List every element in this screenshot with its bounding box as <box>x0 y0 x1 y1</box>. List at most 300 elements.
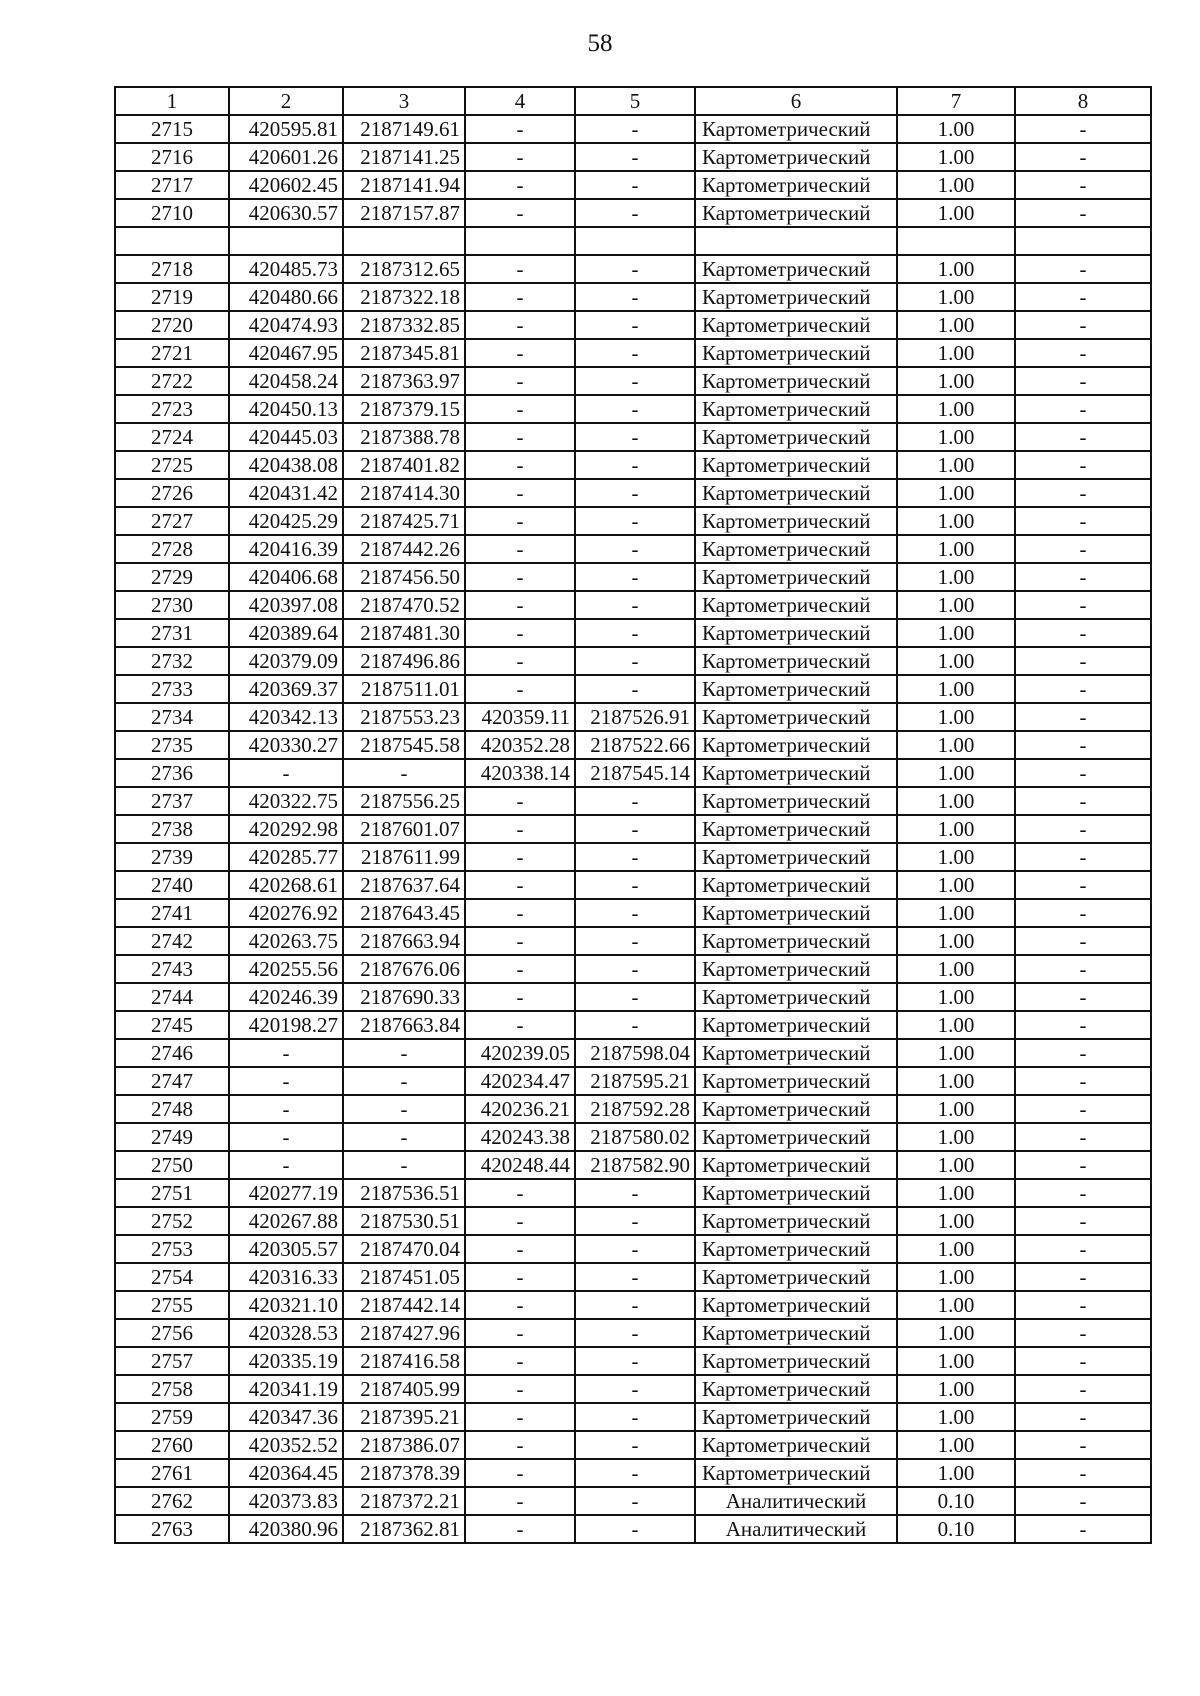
table-cell: 2756 <box>115 1319 229 1347</box>
table-cell: Картометрический <box>695 311 897 339</box>
table-cell: 420364.45 <box>229 1459 343 1487</box>
table-cell: - <box>575 647 695 675</box>
table-cell: - <box>1015 759 1151 787</box>
table-cell: - <box>1015 1095 1151 1123</box>
table-cell: 1.00 <box>897 899 1015 927</box>
table-cell: Аналитический <box>695 1515 897 1543</box>
table-row <box>115 955 1151 983</box>
table-cell: - <box>575 199 695 227</box>
table-cell: - <box>1015 619 1151 647</box>
table-cell: 2748 <box>115 1095 229 1123</box>
table-cell: 1.00 <box>897 535 1015 563</box>
table-cell: - <box>1015 1487 1151 1515</box>
table-cell: 2187405.99 <box>343 1375 465 1403</box>
table-cell: 2187386.07 <box>343 1431 465 1459</box>
table-row <box>115 1291 1151 1319</box>
table-cell: 420292.98 <box>229 815 343 843</box>
table-cell: 1.00 <box>897 395 1015 423</box>
table-cell <box>897 227 1015 255</box>
table-cell: 2739 <box>115 843 229 871</box>
table-cell: 2737 <box>115 787 229 815</box>
table-cell: 2187643.45 <box>343 899 465 927</box>
table-row <box>115 367 1151 395</box>
table-cell: 2187442.14 <box>343 1291 465 1319</box>
table-cell: 2187536.51 <box>343 1179 465 1207</box>
table-cell: - <box>575 787 695 815</box>
table-cell: - <box>465 871 575 899</box>
table-header-row <box>115 87 1151 115</box>
table-cell: 2738 <box>115 815 229 843</box>
table-cell: - <box>1015 1263 1151 1291</box>
table-cell: - <box>465 143 575 171</box>
table-cell: - <box>465 1515 575 1543</box>
table-cell: 2719 <box>115 283 229 311</box>
table-cell: - <box>575 1263 695 1291</box>
table-cell: - <box>575 339 695 367</box>
table-cell: 1.00 <box>897 1151 1015 1179</box>
table-cell: Картометрический <box>695 143 897 171</box>
table-cell: 420341.19 <box>229 1375 343 1403</box>
table-cell: - <box>1015 451 1151 479</box>
table-cell: - <box>575 983 695 1011</box>
table-cell: - <box>465 507 575 535</box>
table-cell: - <box>1015 871 1151 899</box>
table-cell: 420239.05 <box>465 1039 575 1067</box>
table-cell: 420255.56 <box>229 955 343 983</box>
table-cell: - <box>465 1319 575 1347</box>
table-cell: 1.00 <box>897 1459 1015 1487</box>
table-cell: Картометрический <box>695 647 897 675</box>
table-cell: - <box>1015 311 1151 339</box>
table-cell: - <box>465 115 575 143</box>
table-cell: 1.00 <box>897 843 1015 871</box>
table-row <box>115 1487 1151 1515</box>
table-cell: 2187416.58 <box>343 1347 465 1375</box>
table-cell: 420416.39 <box>229 535 343 563</box>
table-cell: Картометрический <box>695 843 897 871</box>
table-cell: - <box>575 1011 695 1039</box>
table-cell: - <box>465 563 575 591</box>
table-cell: 420328.53 <box>229 1319 343 1347</box>
table-cell: - <box>575 451 695 479</box>
table-cell: 2747 <box>115 1067 229 1095</box>
table-cell: 2187456.50 <box>343 563 465 591</box>
table-cell: 420330.27 <box>229 731 343 759</box>
table-cell: - <box>465 1207 575 1235</box>
table-cell: - <box>1015 563 1151 591</box>
table-cell: Аналитический <box>695 1487 897 1515</box>
table-cell: 2750 <box>115 1151 229 1179</box>
table-cell: - <box>343 1123 465 1151</box>
table-row <box>115 703 1151 731</box>
table-cell: 420601.26 <box>229 143 343 171</box>
table-cell: 2761 <box>115 1459 229 1487</box>
table-cell: 420450.13 <box>229 395 343 423</box>
table-cell: - <box>1015 1291 1151 1319</box>
table-cell: - <box>465 395 575 423</box>
table-cell: Картометрический <box>695 1319 897 1347</box>
table-cell: 420243.38 <box>465 1123 575 1151</box>
table-cell: 2187511.01 <box>343 675 465 703</box>
table-cell: - <box>575 1235 695 1263</box>
table-row <box>115 1375 1151 1403</box>
table-cell: - <box>465 647 575 675</box>
table-cell: - <box>1015 731 1151 759</box>
table-cell: 2725 <box>115 451 229 479</box>
table-cell: 1.00 <box>897 983 1015 1011</box>
table-cell: - <box>575 1431 695 1459</box>
table-cell: 2187378.39 <box>343 1459 465 1487</box>
table-cell: - <box>575 311 695 339</box>
table-cell: - <box>1015 1123 1151 1151</box>
table-cell: - <box>1015 1459 1151 1487</box>
table-cell: - <box>229 1039 343 1067</box>
table-cell: 2759 <box>115 1403 229 1431</box>
table-cell: 2732 <box>115 647 229 675</box>
table-cell: 2751 <box>115 1179 229 1207</box>
table-cell: - <box>1015 535 1151 563</box>
table-cell: - <box>343 1095 465 1123</box>
table-cell: 2187157.87 <box>343 199 465 227</box>
table-cell: 2742 <box>115 927 229 955</box>
table-cell: 420277.19 <box>229 1179 343 1207</box>
table-cell: 1.00 <box>897 787 1015 815</box>
table-cell: 2735 <box>115 731 229 759</box>
table-cell: 1.00 <box>897 675 1015 703</box>
table-cell: 2187427.96 <box>343 1319 465 1347</box>
table-cell: Картометрический <box>695 1375 897 1403</box>
table-cell: 1.00 <box>897 143 1015 171</box>
table-cell: 2187598.04 <box>575 1039 695 1067</box>
table-cell: 420630.57 <box>229 199 343 227</box>
table-cell: 1.00 <box>897 759 1015 787</box>
table-cell: Картометрический <box>695 1207 897 1235</box>
table-cell: 420389.64 <box>229 619 343 647</box>
table-cell: - <box>575 283 695 311</box>
table-cell: Картометрический <box>695 619 897 647</box>
table-cell: Картометрический <box>695 1347 897 1375</box>
table-row <box>115 787 1151 815</box>
table-cell: - <box>1015 843 1151 871</box>
table-row <box>115 759 1151 787</box>
table-cell: Картометрический <box>695 759 897 787</box>
table-cell: - <box>1015 703 1151 731</box>
table-row <box>115 591 1151 619</box>
table-cell: 420467.95 <box>229 339 343 367</box>
table-cell: 420342.13 <box>229 703 343 731</box>
table-cell: - <box>343 1151 465 1179</box>
table-cell: 1.00 <box>897 927 1015 955</box>
table-cell: 1.00 <box>897 591 1015 619</box>
column-header: 7 <box>897 87 1015 115</box>
table-cell: 2717 <box>115 171 229 199</box>
table-cell: - <box>575 1375 695 1403</box>
table-cell: - <box>575 927 695 955</box>
table-cell: - <box>465 675 575 703</box>
table-cell: - <box>1015 171 1151 199</box>
table-cell: 420236.21 <box>465 1095 575 1123</box>
table-cell: Картометрический <box>695 1039 897 1067</box>
table-row <box>115 339 1151 367</box>
page-number: 58 <box>587 30 613 57</box>
table-cell: 1.00 <box>897 1291 1015 1319</box>
table-cell: - <box>465 367 575 395</box>
table-cell: 420268.61 <box>229 871 343 899</box>
table-cell: - <box>575 535 695 563</box>
table-cell: 420445.03 <box>229 423 343 451</box>
table-cell: 2187663.94 <box>343 927 465 955</box>
table-cell: 2752 <box>115 1207 229 1235</box>
table-cell: Картометрический <box>695 563 897 591</box>
table-cell: - <box>465 815 575 843</box>
table-cell: 1.00 <box>897 1375 1015 1403</box>
table-cell: 1.00 <box>897 647 1015 675</box>
table-cell: 420458.24 <box>229 367 343 395</box>
table-cell: - <box>1015 283 1151 311</box>
table-cell: 2187690.33 <box>343 983 465 1011</box>
table-cell: Картометрический <box>695 703 897 731</box>
table-cell: 2187592.28 <box>575 1095 695 1123</box>
table-cell: 1.00 <box>897 815 1015 843</box>
table-cell: 1.00 <box>897 115 1015 143</box>
table-cell: 420321.10 <box>229 1291 343 1319</box>
table-cell: 420263.75 <box>229 927 343 955</box>
table-cell: 2187395.21 <box>343 1403 465 1431</box>
table-cell: 1.00 <box>897 199 1015 227</box>
table-row <box>115 563 1151 591</box>
table-row <box>115 1123 1151 1151</box>
table-cell: Картометрический <box>695 115 897 143</box>
table-cell: - <box>1015 367 1151 395</box>
table-cell: 1.00 <box>897 1123 1015 1151</box>
table-cell: - <box>1015 591 1151 619</box>
table-cell: 1.00 <box>897 423 1015 451</box>
table-cell: 2187582.90 <box>575 1151 695 1179</box>
table-cell: 2187481.30 <box>343 619 465 647</box>
table-cell: 2733 <box>115 675 229 703</box>
table-row <box>115 451 1151 479</box>
table-cell: - <box>465 199 575 227</box>
table-cell: 2187141.94 <box>343 171 465 199</box>
table-cell: - <box>575 591 695 619</box>
table-row <box>115 1431 1151 1459</box>
table-cell: 1.00 <box>897 871 1015 899</box>
table-cell: 420285.77 <box>229 843 343 871</box>
table-cell: 2187470.52 <box>343 591 465 619</box>
table-cell: 2715 <box>115 115 229 143</box>
table-cell: 1.00 <box>897 703 1015 731</box>
table-cell: - <box>465 339 575 367</box>
table-cell: - <box>465 1263 575 1291</box>
table-cell: - <box>1015 1375 1151 1403</box>
table-cell: Картометрический <box>695 171 897 199</box>
table-cell: Картометрический <box>695 731 897 759</box>
table-cell: - <box>465 171 575 199</box>
table-cell: 1.00 <box>897 1403 1015 1431</box>
table-cell: - <box>343 1039 465 1067</box>
table-cell: 420276.92 <box>229 899 343 927</box>
table-cell: Картометрический <box>695 899 897 927</box>
table-cell: Картометрический <box>695 1011 897 1039</box>
table-cell: 1.00 <box>897 955 1015 983</box>
table-cell: 420246.39 <box>229 983 343 1011</box>
table-cell: Картометрический <box>695 1123 897 1151</box>
table-cell: 1.00 <box>897 171 1015 199</box>
table-cell: 2721 <box>115 339 229 367</box>
table-cell: 420397.08 <box>229 591 343 619</box>
table-cell: 420431.42 <box>229 479 343 507</box>
table-cell: Картометрический <box>695 479 897 507</box>
table-cell: - <box>575 899 695 927</box>
table-cell: - <box>575 1207 695 1235</box>
table-cell: 1.00 <box>897 1263 1015 1291</box>
table-cell: - <box>1015 983 1151 1011</box>
table-row <box>115 1039 1151 1067</box>
table-cell: 420352.52 <box>229 1431 343 1459</box>
table-cell: - <box>465 843 575 871</box>
table-cell: - <box>1015 1515 1151 1543</box>
table-row <box>115 171 1151 199</box>
table-cell: 420267.88 <box>229 1207 343 1235</box>
table-cell: Картометрический <box>695 675 897 703</box>
table-cell: 2743 <box>115 955 229 983</box>
table-cell: - <box>1015 787 1151 815</box>
table-cell: 2187553.23 <box>343 703 465 731</box>
table-cell: 1.00 <box>897 367 1015 395</box>
table-cell: Картометрический <box>695 1263 897 1291</box>
table-cell: - <box>1015 507 1151 535</box>
column-header: 4 <box>465 87 575 115</box>
column-header: 6 <box>695 87 897 115</box>
table-cell: 2729 <box>115 563 229 591</box>
table-cell: 2187526.91 <box>575 703 695 731</box>
table-cell: 2187372.21 <box>343 1487 465 1515</box>
table-cell: 2753 <box>115 1235 229 1263</box>
table-cell: 2745 <box>115 1011 229 1039</box>
table-row <box>115 283 1151 311</box>
table-cell: 2762 <box>115 1487 229 1515</box>
table-cell: - <box>575 871 695 899</box>
table-cell: 2187663.84 <box>343 1011 465 1039</box>
table-cell: - <box>1015 395 1151 423</box>
table-cell: 420352.28 <box>465 731 575 759</box>
table-cell: Картометрический <box>695 1403 897 1431</box>
table-cell: 1.00 <box>897 311 1015 339</box>
table-row <box>115 1179 1151 1207</box>
table-cell: 2757 <box>115 1347 229 1375</box>
table-cell: 420338.14 <box>465 759 575 787</box>
table-row <box>115 1459 1151 1487</box>
table-cell: - <box>575 423 695 451</box>
table-cell: - <box>343 1067 465 1095</box>
table-cell: Картометрический <box>695 451 897 479</box>
table-cell: Картометрический <box>695 339 897 367</box>
table-cell: 2760 <box>115 1431 229 1459</box>
table-cell: - <box>1015 1403 1151 1431</box>
table-cell: 420347.36 <box>229 1403 343 1431</box>
table-cell: - <box>575 1347 695 1375</box>
table-row <box>115 815 1151 843</box>
table-row <box>115 255 1151 283</box>
table-cell: 2736 <box>115 759 229 787</box>
table-cell: - <box>465 899 575 927</box>
table-cell: - <box>1015 1179 1151 1207</box>
table-cell: Картометрический <box>695 1095 897 1123</box>
table-cell: 2187496.86 <box>343 647 465 675</box>
table-cell: 420485.73 <box>229 255 343 283</box>
column-header: 2 <box>229 87 343 115</box>
table-cell: 420359.11 <box>465 703 575 731</box>
table-cell: - <box>575 955 695 983</box>
table-cell: - <box>465 423 575 451</box>
table-cell: - <box>1015 199 1151 227</box>
table-cell: - <box>465 283 575 311</box>
table-cell: - <box>575 171 695 199</box>
table-cell: 2746 <box>115 1039 229 1067</box>
table-cell: - <box>575 815 695 843</box>
table-cell: 2722 <box>115 367 229 395</box>
table-cell: 1.00 <box>897 1431 1015 1459</box>
table-cell: 2763 <box>115 1515 229 1543</box>
table-cell: - <box>465 451 575 479</box>
table-cell: - <box>1015 675 1151 703</box>
table-cell: Картометрический <box>695 535 897 563</box>
table-cell: - <box>575 1515 695 1543</box>
table-row <box>115 143 1151 171</box>
table-cell: 2187141.25 <box>343 143 465 171</box>
table-cell: 420480.66 <box>229 283 343 311</box>
table-cell: 420373.83 <box>229 1487 343 1515</box>
column-header: 8 <box>1015 87 1151 115</box>
table-row <box>115 1515 1151 1543</box>
table-cell: 1.00 <box>897 1319 1015 1347</box>
table-cell: 2187362.81 <box>343 1515 465 1543</box>
table-cell: - <box>343 759 465 787</box>
table-cell: 420379.09 <box>229 647 343 675</box>
table-cell: - <box>465 983 575 1011</box>
table-cell: 420406.68 <box>229 563 343 591</box>
table-row <box>115 1263 1151 1291</box>
table-cell: 1.00 <box>897 1347 1015 1375</box>
table-cell: Картометрический <box>695 199 897 227</box>
table-cell: 420425.29 <box>229 507 343 535</box>
table-row <box>115 983 1151 1011</box>
table-cell: - <box>575 143 695 171</box>
table-cell: - <box>575 1319 695 1347</box>
table-cell: 420316.33 <box>229 1263 343 1291</box>
table-cell: 420595.81 <box>229 115 343 143</box>
table-cell: 2187312.65 <box>343 255 465 283</box>
table-cell: 1.00 <box>897 1039 1015 1067</box>
table-cell: - <box>575 1487 695 1515</box>
table-cell: 2727 <box>115 507 229 535</box>
table-cell: - <box>1015 1151 1151 1179</box>
table-cell: 1.00 <box>897 507 1015 535</box>
table-cell: Картометрический <box>695 815 897 843</box>
table-cell: 1.00 <box>897 479 1015 507</box>
table-cell: 1.00 <box>897 283 1015 311</box>
table-row <box>115 535 1151 563</box>
table-cell: - <box>1015 423 1151 451</box>
table-cell: 420380.96 <box>229 1515 343 1543</box>
table-cell: 420369.37 <box>229 675 343 703</box>
table-cell: Картометрический <box>695 367 897 395</box>
table-cell: - <box>575 1459 695 1487</box>
table-row <box>115 1207 1151 1235</box>
table-cell: 2731 <box>115 619 229 647</box>
table-cell: 2724 <box>115 423 229 451</box>
table-row <box>115 1095 1151 1123</box>
